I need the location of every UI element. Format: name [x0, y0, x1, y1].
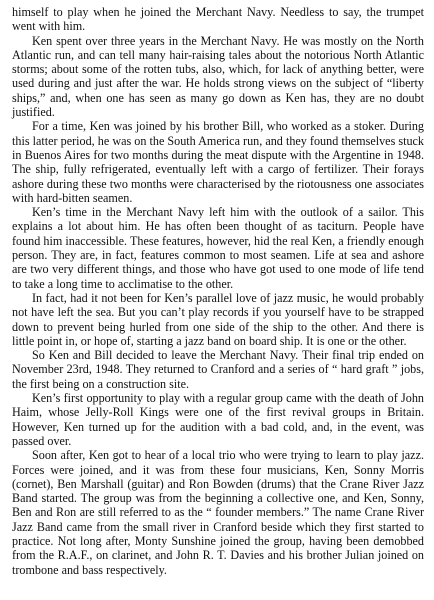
paragraph-1: himself to play when he joined the Merchant Navy. Needless to say, the trumpet went with him. [12, 5, 424, 34]
paragraph-7: Ken’s first opportunity to play with a regular group came with the death of John Haim, whose Jelly-Roll Kings were one of the first revival groups in Britain. However, Ken turned up for the audition with a bad cold, and, in the event, was passed over. [12, 391, 424, 448]
paragraph-4: Ken’s time in the Merchant Navy left him with the outlook of a sailor. This explains a lot about him. He has often been thought of as taciturn. People have found him inaccessible. These features, however, hid the real Ken, a friendly enough person. They are, in fact, features common to most seamen. Life at sea and ashore are two very different things, and those who have got used to one mode of life tend to take a long time to acclimatise to the other. [12, 205, 424, 291]
paragraph-2: Ken spent over three years in the Merchant Navy. He was mostly on the North Atlantic run, and can tell many hair-raising tales about the notorious North Atlantic storms; about some of the rotten tubs, also, which, for lack of anything better, were used during and just after the war. He holds strong views on the subject of “liberty ships,” and, when one has seen as many go down as Ken has, they are no doubt justified. [12, 33, 424, 120]
paragraph-8: Soon after, Ken got to hear of a local trio who were trying to learn to play jazz. Forces were joined, and it was from these four musicians, Ken, Sonny Morris (cornet), Ben Marshall (guitar) and Ron Bowden (drums) that the Crane River Jazz Band started. The group was from the beginning a collective one, and Ken, Sonny, Ben and Ron are still referred to as the “ founder members.” The name Crane River Jazz Band came from the small river in Cranford beside which they first started to practice. Not long after, Monty Sunshine joined the group, having been demobbed from the R.A.F., on clarinet, and John R. T. Davies and his brother Julian joined on trombone and bass respectively. [12, 448, 424, 577]
paragraph-3: For a time, Ken was joined by his brother Bill, who worked as a stoker. During this latter period, he was on the South America run, and they found themselves stuck in Buenos Aires for two months during the meat dispute with the Argentine in 1948. The ship, fully refrigerated, eventually left with a cargo of fertilizer. Their forays ashore during these two months were characterised by the riotousness one associates with hard-bitten seamen. [12, 119, 424, 205]
paragraph-5: In fact, had it not been for Ken’s parallel love of jazz music, he would probably not have left the sea. But you can’t play records if you yourself have to be strapped down to prevent being hurled from one side of the ship to the other. And there is little point in, or hope of, starting a jazz band on board ship. It is one or the other. [12, 290, 424, 348]
paragraph-6: So Ken and Bill decided to leave the Merchant Navy. Their final trip ended on November 23rd, 1948. They returned to Cranford and a series of “ hard graft ” jobs, the first being on a construction site. [12, 348, 424, 391]
